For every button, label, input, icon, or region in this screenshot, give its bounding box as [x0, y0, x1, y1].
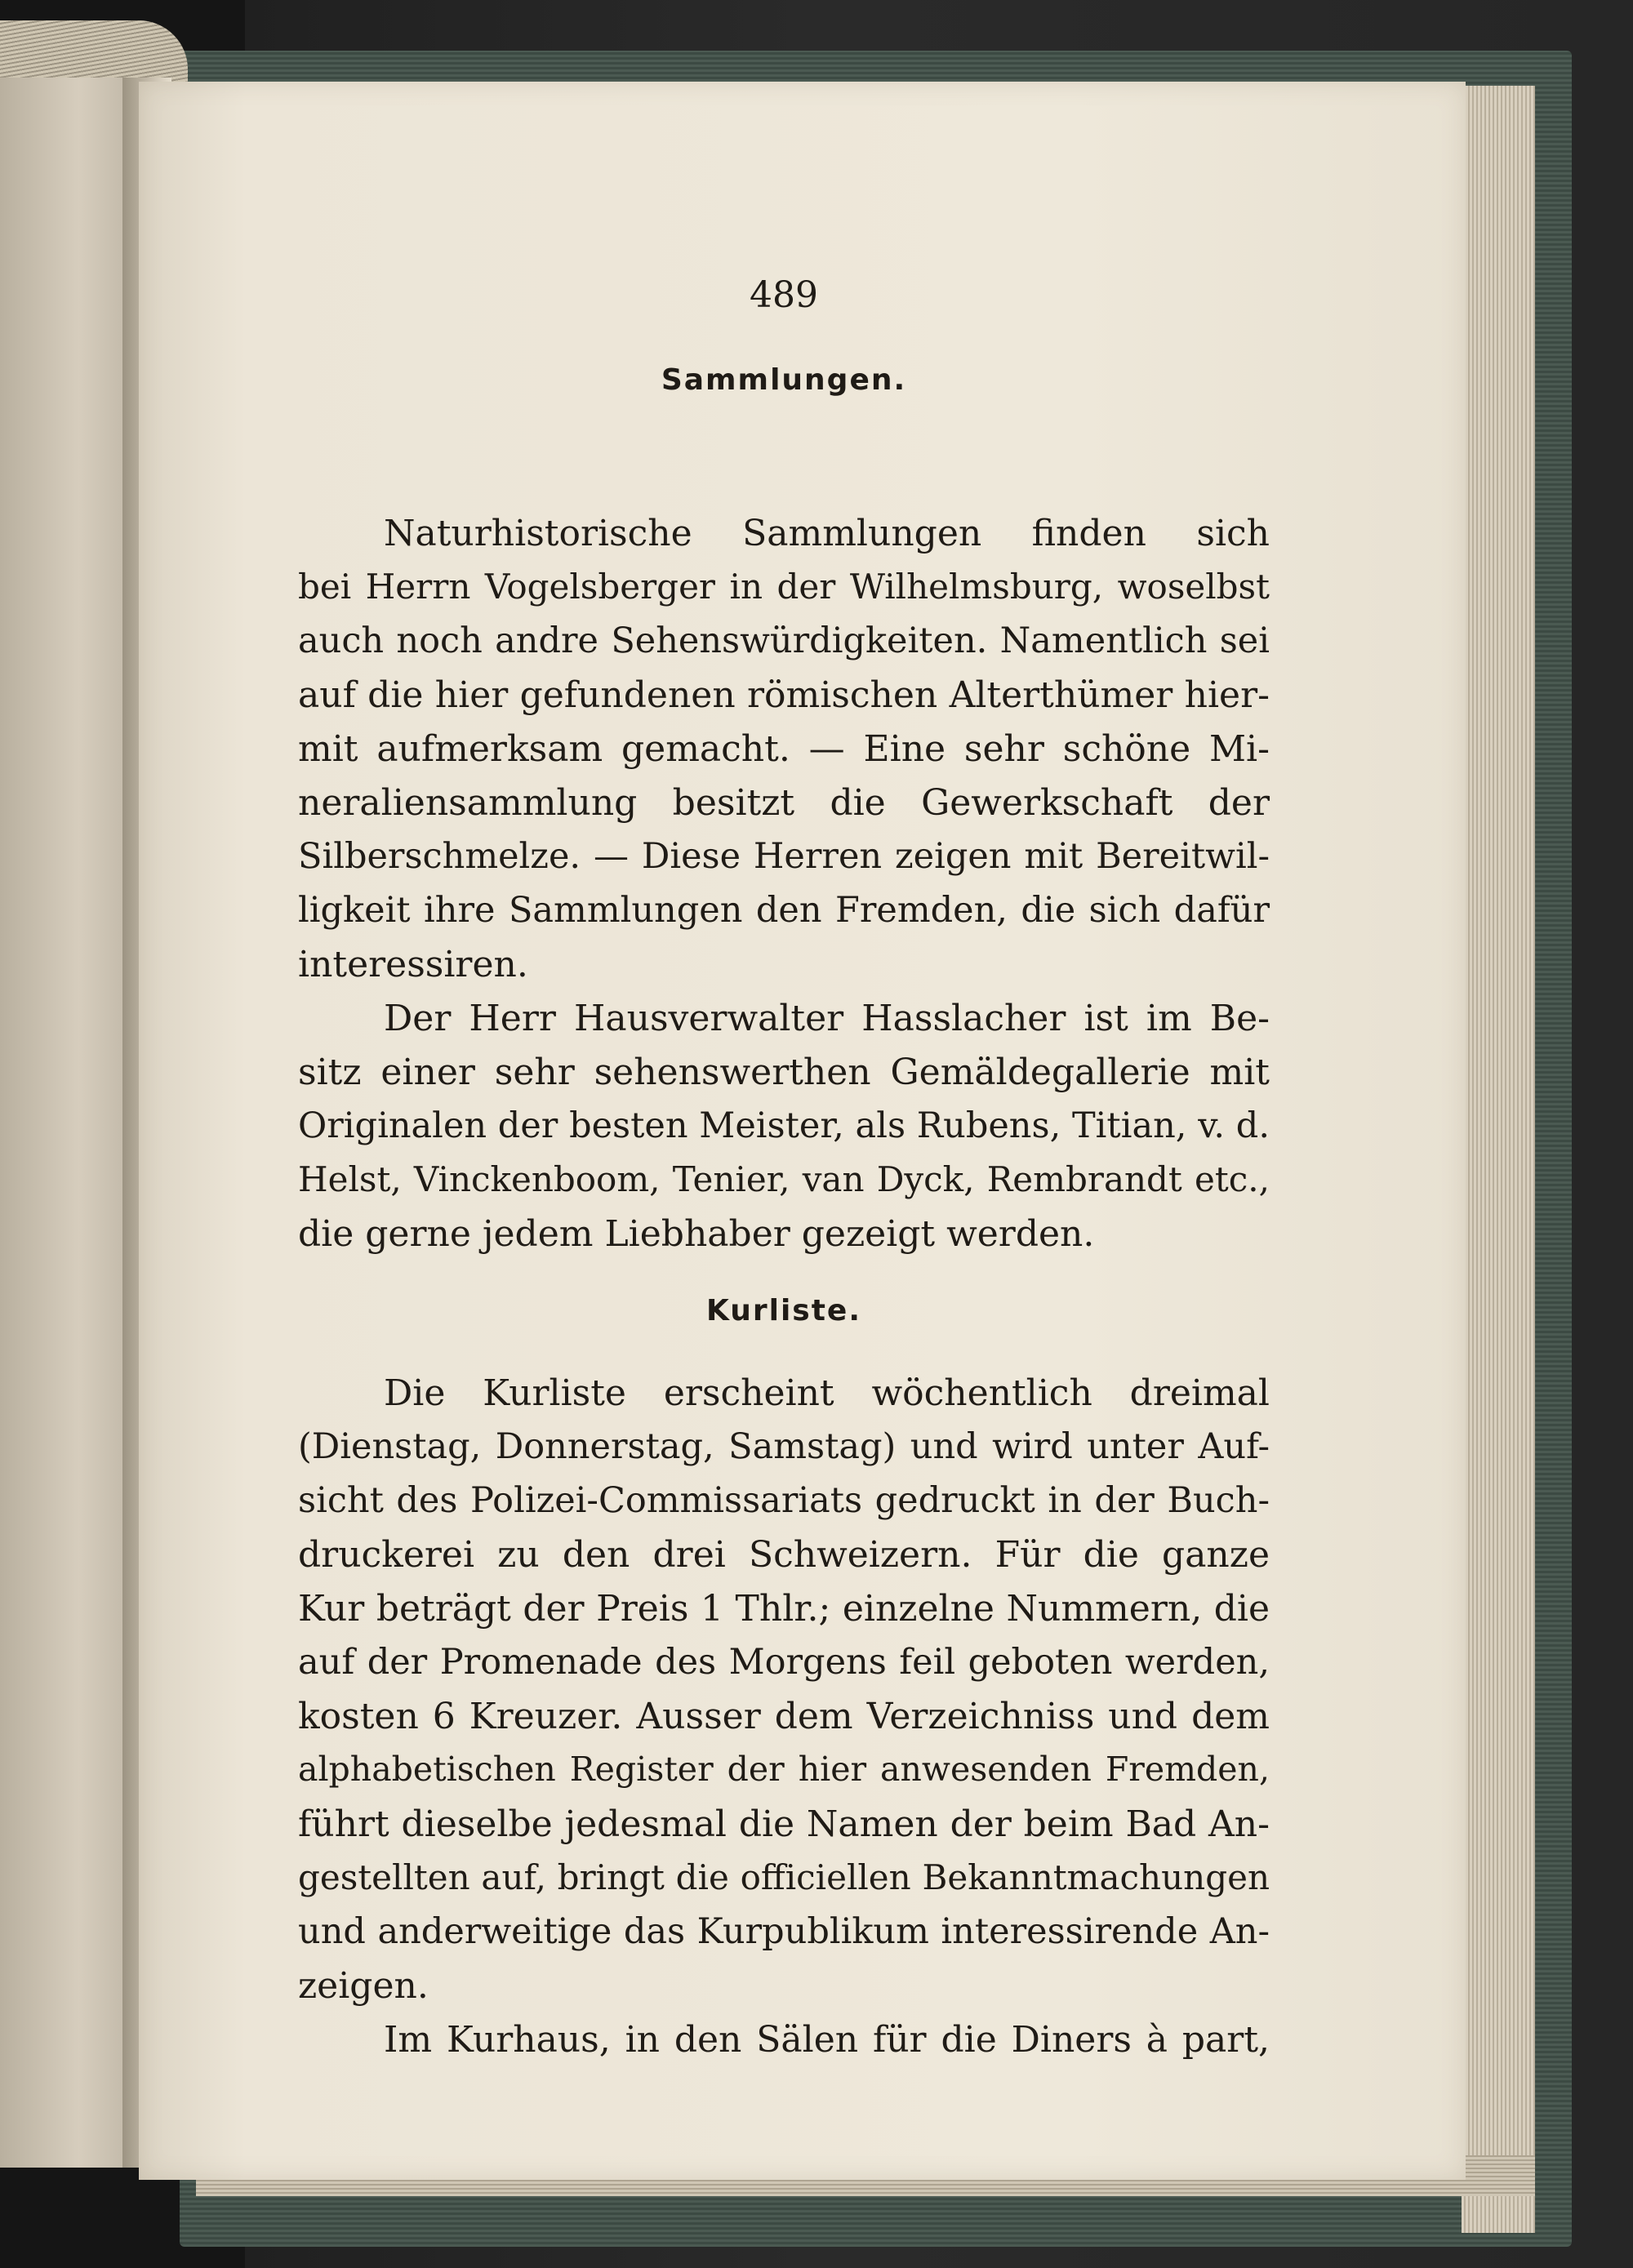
text-line: Silberschmelze. — Diese Herren zeigen mit Bereitwil- [298, 836, 1270, 877]
text-line: (Dienstag, Donnerstag, Samstag) und wird unter Auf- [298, 1426, 1270, 1467]
text-line: Der Herr Hausverwalter Hasslacher ist im Be- [384, 998, 1270, 1039]
text-line: Die Kurliste erscheint wöchentlich dreimal [384, 1372, 1270, 1414]
text-line: sitz einer sehr sehenswerthen Gemäldegallerie mit [298, 1052, 1270, 1093]
section-heading-kurliste: Kurliste. [705, 1294, 862, 1327]
text-line: führt dieselbe jedesmal die Namen der beim Bad An- [298, 1803, 1270, 1845]
text-line: sicht des Polizei-Commissariats gedruckt in der Buch- [298, 1480, 1270, 1521]
text-line: Helst, Vinckenboom, Tenier, van Dyck, Rembrandt etc., [298, 1159, 1270, 1199]
text-line: druckerei zu den drei Schweizern. Für die ganze [298, 1534, 1270, 1576]
text-line: mit aufmerksam gemacht. — Eine sehr schöne Mi- [298, 728, 1270, 770]
left-page [0, 78, 143, 2168]
page-block-edge [1462, 86, 1535, 2233]
text-line: gestellten auf, bringt die officiellen Bekanntmachungen [298, 1857, 1270, 1897]
text-line: ligkeit ihre Sammlungen den Fremden, die sich dafür [298, 890, 1270, 931]
text-line: alphabetischen Register der hier anwesenden Fremden, [298, 1750, 1270, 1789]
page-number: 489 [750, 274, 818, 316]
text-line: zeigen. [298, 1965, 429, 2007]
text-line: Originalen der besten Meister, als Rubens, Titian, v. d. [298, 1105, 1270, 1146]
text-line: auch noch andre Sehenswürdigkeiten. Namentlich sei [298, 620, 1270, 661]
book-page [139, 82, 1466, 2180]
text-line: die gerne jedem Liebhaber gezeigt werden. [298, 1213, 1095, 1255]
text-line: auf die hier gefundenen römischen Alterthümer hier- [298, 674, 1270, 716]
text-line: und anderweitige das Kurpublikum interessirende An- [298, 1911, 1270, 1952]
text-line: neraliensammlung besitzt die Gewerkschaft der [298, 782, 1270, 824]
section-heading-sammlungen: Sammlungen. [661, 363, 907, 397]
text-line: bei Herrn Vogelsberger in der Wilhelmsburg, woselbst [298, 567, 1270, 607]
text-line: auf der Promenade des Morgens feil geboten werden, [298, 1642, 1270, 1683]
text-line: kosten 6 Kreuzer. Ausser dem Verzeichniss und dem [298, 1696, 1270, 1737]
text-line: interessiren. [298, 944, 528, 985]
text-line: Im Kurhaus, in den Sälen für die Diners à part, [384, 2019, 1270, 2061]
text-line: Naturhistorische Sammlungen finden sich [384, 513, 1270, 554]
text-line: Kur beträgt der Preis 1 Thlr.; einzelne Nummern, die [298, 1588, 1270, 1630]
